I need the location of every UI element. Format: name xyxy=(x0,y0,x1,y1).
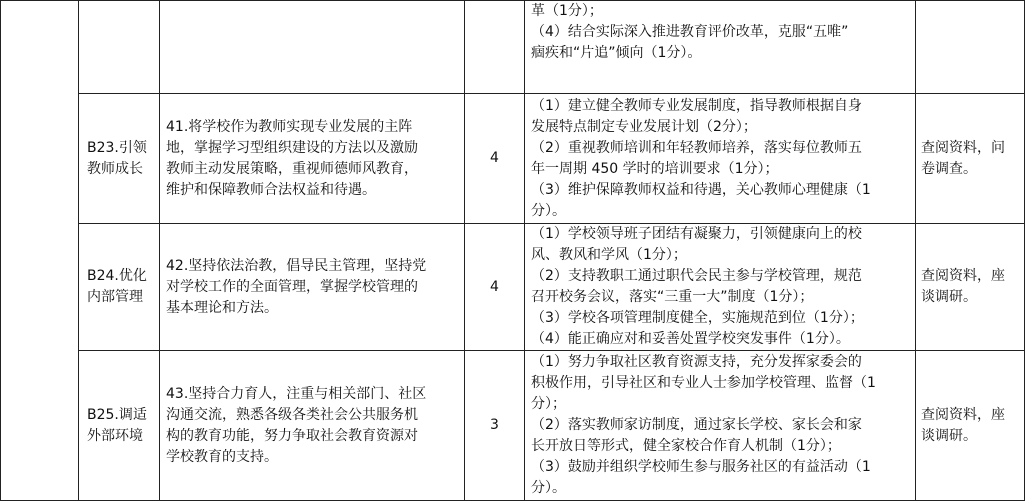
criteria-cell: （1）努力争取社区教育资源支持，充分发挥家委会的 积极作用，引导社区和专业人士参加学校管理、监督（1 分）； （2）落实教师家访制度，通过家长学校、家长会和家 长开放日等形式，健全家校合作育人机制（1分）； （3）鼓励并组织学校师生参与服务社区的有益活动（1 分）。 xyxy=(525,351,916,501)
content-cell: 42.坚持依法治教，倡导民主管理，坚持党 对学校工作的全面管理，掌握学校管理的 基本理论和方法。 xyxy=(160,224,465,351)
code-cell: B24.优化 内部管理 xyxy=(79,224,160,351)
table-row xyxy=(1,94,1025,224)
method-cell xyxy=(916,1,1025,94)
score-cell: 3 xyxy=(465,351,525,501)
score-cell: 4 xyxy=(465,224,525,351)
method-cell: 查阅资料，座 谈调研。 xyxy=(916,351,1025,501)
category-cell xyxy=(1,1,79,501)
code-cell xyxy=(79,1,160,94)
score-cell: 4 xyxy=(465,94,525,224)
table-row xyxy=(1,1,1025,94)
code-cell: B23.引领 教师成长 xyxy=(79,94,160,224)
criteria-cell: （1）学校领导班子团结有凝聚力，引领健康向上的校 风、教风和学风（1分）； （2）支持教职工通过职代会民主参与学校管理，规范 召开校务会议，落实“三重一大”制度（1分）； （3）学校各项管理制度健全，实施规范到位（1分）； （4）能正确应对和妥善处置学校突发事件（1分）。 xyxy=(525,224,916,351)
criteria-cell: （1）建立健全教师专业发展制度，指导教师根据自身 发展特点制定专业发展计划（2分）； （2）重视教师培训和年轻教师培养，落实每位教师五 年一周期 450 学时的培训要求（1分）； （3）维护保障教师权益和待遇，关心教师心理健康（1 分）。 xyxy=(525,94,916,224)
score-cell xyxy=(465,1,525,94)
criteria-cell: 革（1分）； （4）结合实际深入推进教育评价改革，克服“五唯” 痼疾和“片追”倾向（1分）。 xyxy=(525,1,916,94)
code-cell: B25.调适 外部环境 xyxy=(79,351,160,501)
table-row xyxy=(1,351,1025,501)
content-cell: 41.将学校作为教师实现专业发展的主阵 地，掌握学习型组织建设的方法以及激励 教师主动发展策略，重视师德师风教育， 维护和保障教师合法权益和待遇。 xyxy=(160,94,465,224)
method-cell: 查阅资料，问 卷调查。 xyxy=(916,94,1025,224)
content-cell: 43.坚持合力育人，注重与相关部门、社区 沟通交流，熟悉各级各类社会公共服务机 构的教育功能，努力争取社会教育资源对 学校教育的支持。 xyxy=(160,351,465,501)
content-cell xyxy=(160,1,465,94)
method-cell: 查阅资料，座 谈调研。 xyxy=(916,224,1025,351)
table-row xyxy=(1,224,1025,351)
